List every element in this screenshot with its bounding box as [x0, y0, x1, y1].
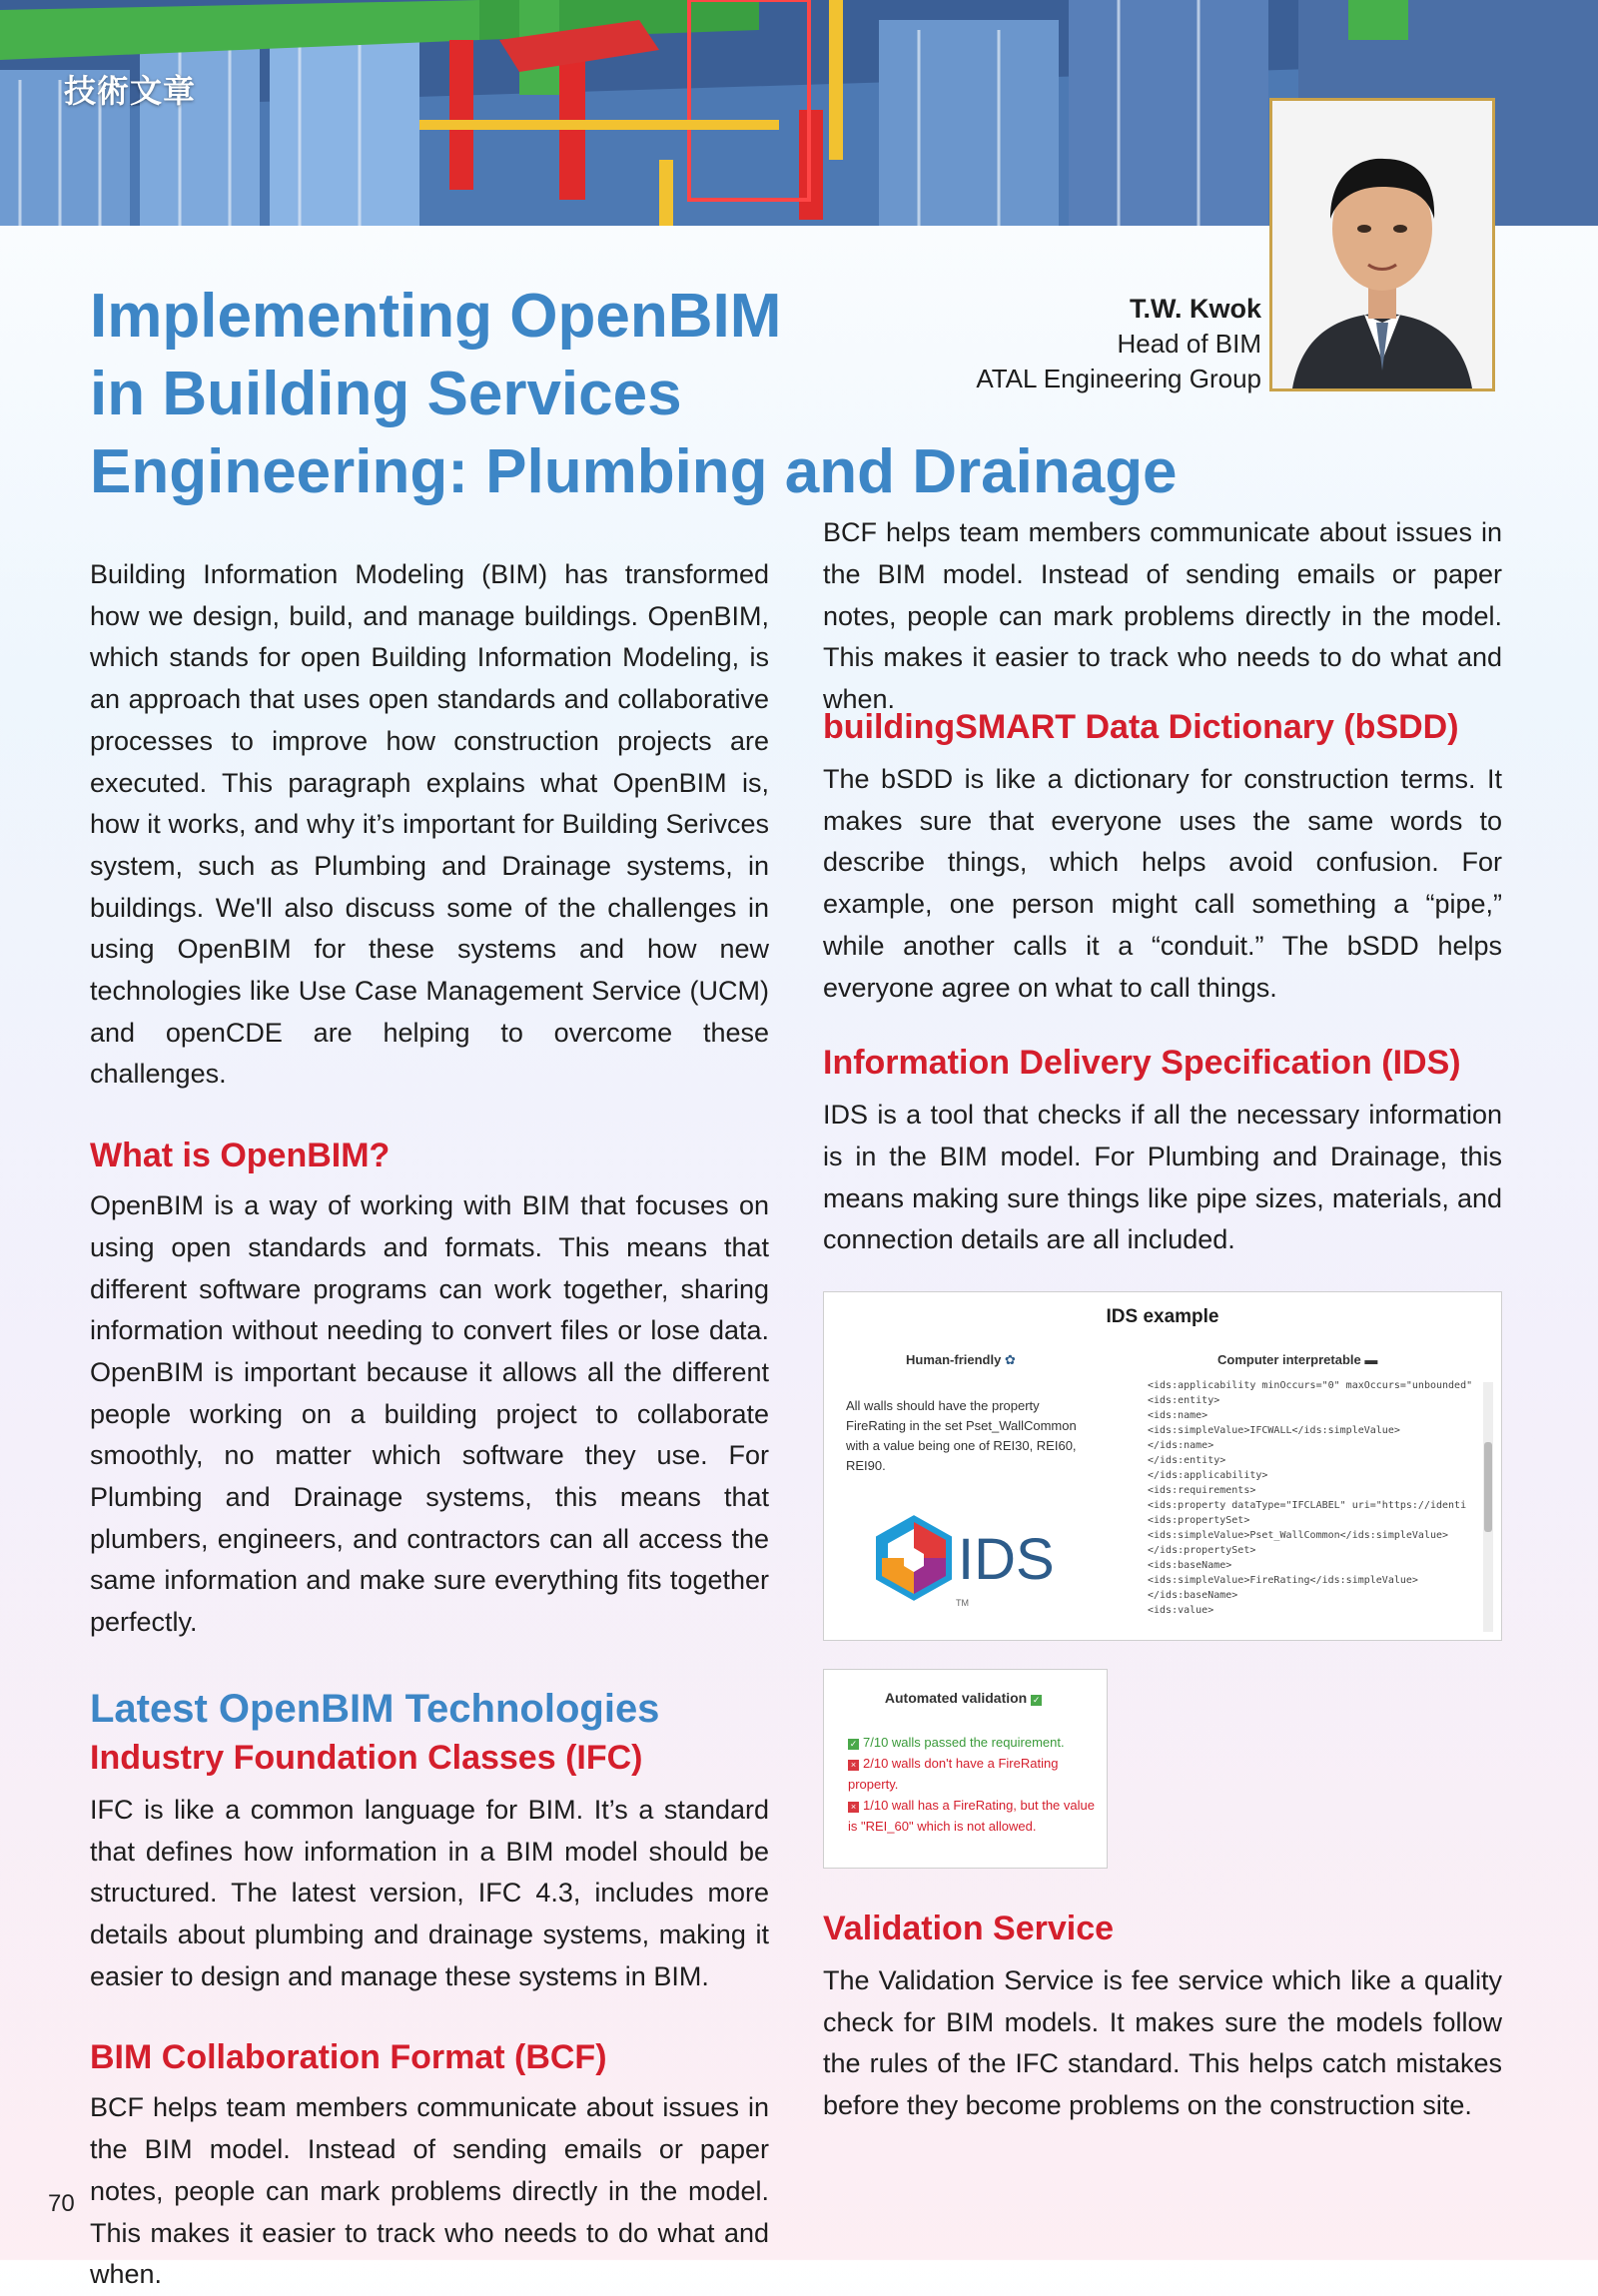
validation-service-paragraph: The Validation Service is fee service which like a quality check for BIM models. It makes sure the models follow the rules of the IFC standard. This helps catch mistakes before they become problems on the construction site.	[823, 1965, 1502, 2121]
validation-figure-title	[824, 1690, 1107, 1706]
title-line: Engineering: Plumbing and Drainage	[90, 437, 1178, 506]
author-name: T.W. Kwok	[1129, 294, 1261, 324]
bcf-paragraph: BCF helps team members communicate about issues in the BIM model. Instead of sending emails or paper notes, people can mark problems directly in the model. This makes it easier to track who needs to do what and when.	[90, 2092, 769, 2290]
bcf-continued-text: BCF helps team members communicate about issues in the BIM model. Instead of sending emails or paper notes, people can mark problems directly in the model. This makes it easier to track who needs to do what and when.	[823, 517, 1502, 715]
human-friendly-text: Human-friendly	[906, 1352, 1002, 1368]
title-line: Implementing OpenBIM	[90, 282, 782, 351]
validation-result-item	[848, 1732, 1098, 1753]
left-column	[90, 554, 769, 2290]
author-role: Head of BIM	[1117, 329, 1261, 359]
check-icon: ✓	[1032, 1695, 1041, 1706]
ifc-paragraph: IFC is like a common language for BIM. It’s a standard that defines how information in a BIM model should be structured. The latest version, IFC 4.3, includes more details about plumbing and drainage systems, making it easier to design and manage these systems in BIM.	[90, 1794, 769, 1991]
validation-figure-title-text: Automated validation	[884, 1690, 1028, 1707]
validation-result-item	[848, 1795, 1098, 1837]
intro-paragraph: Building Information Modeling (BIM) has transformed how we design, build, and manage buildings. OpenBIM, which stands for open Building Information Modeling, is an approach that uses open standards and collaborative processes to improve how construction projects are executed. This paragraph explains what OpenBIM is, how it works, and why it’s important for Building Serivces system, such as Plumbing and Drainage systems, in buildings. We'll also discuss some of the challenges in using OpenBIM for these systems and how new technologies like Use Case Management Service (UCM) and openCDE are helping to overcome these challenges.	[90, 559, 769, 1090]
ids-human-description: All walls should have the property FireRating in the set Pset_WallCommon with a value being one of REI30, REI60, REI90.	[846, 1398, 1077, 1474]
page-number: 70	[48, 2190, 75, 2217]
bsdd-paragraph: The bSDD is like a dictionary for construction terms. It makes sure that everyone uses the same words to describe things, which helps avoid confusion. For example, one person might call something a “pipe,” while another calls it a “conduit.” The bSDD helps everyone agree on what to call things.	[823, 764, 1502, 1003]
validation-results	[848, 1732, 1098, 1837]
right-column	[823, 517, 1502, 2127]
validation-result-text: 1/10 wall has a FireRating, but the value is "REI_60" which is not allowed.	[848, 1798, 1095, 1835]
author-company: ATAL Engineering Group	[976, 364, 1261, 393]
bcf-heading: BIM Collaboration Format (BCF)	[90, 2038, 607, 2077]
ids-logo-icon	[874, 1518, 954, 1598]
validation-result-text: 7/10 walls passed the requirement.	[863, 1735, 1065, 1751]
bsdd-heading: buildingSMART Data Dictionary (bSDD)	[823, 708, 1459, 746]
ids-heading: Information Delivery Specification (IDS)	[823, 1044, 1461, 1083]
computer-icon: ▬	[1364, 1352, 1378, 1368]
section-tag: 技術文章	[64, 73, 197, 109]
computer-interpretable-label	[1217, 1352, 1377, 1367]
automated-validation-figure	[823, 1669, 1108, 1869]
ids-paragraph: IDS is a tool that checks if all the necessary information is in the BIM model. For Plumbing and Drainage, this means making sure things like pipe sizes, materials, and connection details are all included.	[823, 1100, 1502, 1255]
code-scrollbar[interactable]	[1483, 1382, 1493, 1632]
author-photo	[1269, 98, 1495, 391]
check-icon: ✓	[849, 1739, 858, 1750]
validation-result-text: 2/10 walls don't have a FireRating property.	[848, 1756, 1059, 1793]
cross-icon: ×	[848, 1760, 859, 1771]
what-is-openbim-paragraph: OpenBIM is a way of working with BIM that focuses on using open standards and formats. This means that different software programs can work together, sharing information without needing to convert files or lose data. OpenBIM is important because it allows all the different people working on a building project to collaborate smoothly, no matter which software they use. For Plumbing and Drainage systems, this means that plumbers, engineers, and contractors can all access the same information and make sure everything fits together perfectly.	[90, 1190, 769, 1638]
ids-figure-title: IDS example	[1106, 1306, 1219, 1328]
article-title	[90, 278, 1288, 511]
human-friendly-label	[906, 1352, 1016, 1368]
validation-service-heading: Validation Service	[823, 1910, 1115, 1948]
computer-interpretable-text: Computer interpretable	[1217, 1352, 1361, 1368]
bcf-continued-paragraph	[823, 517, 1502, 715]
brain-icon: ✿	[1004, 1352, 1016, 1368]
what-is-openbim-heading: What is OpenBIM?	[90, 1137, 391, 1175]
ids-logo	[874, 1518, 1074, 1618]
ids-trademark: TM	[956, 1598, 969, 1609]
ids-example-figure	[823, 1291, 1502, 1641]
ids-logo-text: IDS	[958, 1527, 1055, 1593]
title-line: in Building Services	[90, 360, 682, 428]
latest-technologies-heading: Latest OpenBIM Technologies	[90, 1686, 660, 1731]
scrollbar-thumb[interactable]	[1484, 1442, 1492, 1532]
cross-icon: ×	[848, 1802, 859, 1813]
validation-result-item	[848, 1753, 1098, 1795]
ifc-heading: Industry Foundation Classes (IFC)	[90, 1738, 643, 1777]
ids-xml-code: <ids:applicability minOccurs="0" maxOccurs="unbounded" <ids:entity> <ids:name> <ids:simpleValue>IFCWALL</ids:simpleValue> </ids:name> </ids:entity> </ids:applicability> <ids:requirements> <ids:property dataType="IFCLABEL" uri="https://identi <ids:propertySet> <ids:simpleValue>Pset_WallCommon</ids:simpleValue> </ids:propertySet> <ids:baseName> <ids:simpleValue>FireRating</ids:simpleValue> </ids:baseName> <ids:value>	[1148, 1380, 1473, 1617]
